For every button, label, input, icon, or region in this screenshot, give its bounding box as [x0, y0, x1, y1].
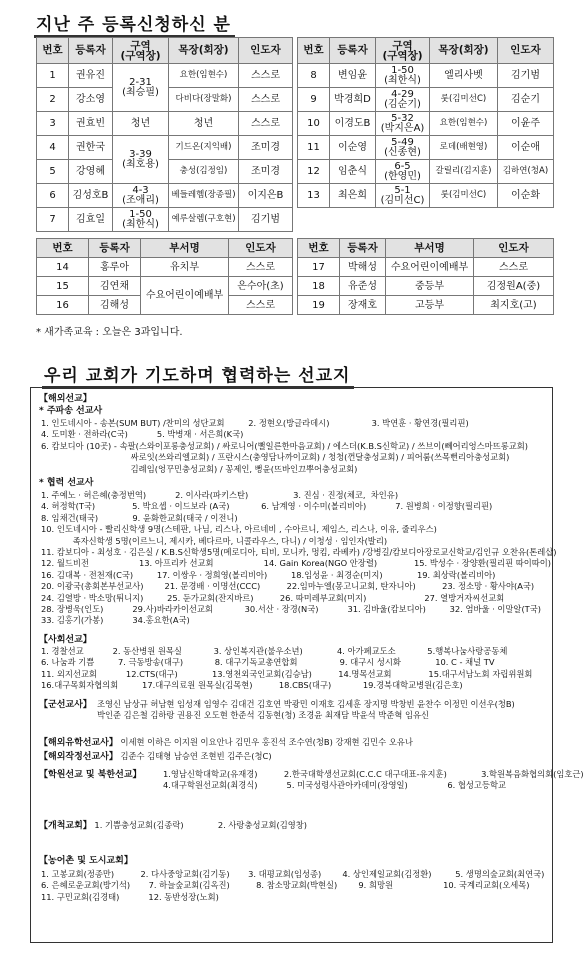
- list-item: 4. 허정학(T국) 5. 박요셉 · 이드보라 (A국) 6. 남계영 · 이수미(볼리비아) 7. 원병희 · 이정향(필리핀): [41, 501, 493, 512]
- table-row: [37, 258, 293, 277]
- col-num: 번호: [298, 38, 330, 64]
- cell-name: 홍루아: [89, 258, 141, 277]
- col-registrant: 등록자: [330, 38, 376, 64]
- col-registrant: 등록자: [340, 239, 386, 258]
- list-item: 4. 도미환 · 전하라(C국) 5. 박병재 · 서은희(K국): [41, 429, 244, 440]
- cell-dept: 유치부: [141, 258, 229, 277]
- table-row: [37, 136, 293, 160]
- inland-row: [39, 749, 272, 762]
- cell-n: 1: [37, 64, 69, 88]
- cell-name: 강소영: [69, 88, 113, 112]
- cell-dept: 중등부: [386, 277, 474, 296]
- list-item: 1. 경찰선교 2. 동산병원 원목실 3. 상인복지관(불우소년) 4. 아가페교도소 5.행복나눔사랑공동체: [41, 646, 508, 656]
- cell-lead: 김하연(청A): [498, 160, 554, 184]
- cell-name: 유준성: [340, 277, 386, 296]
- list-item: 1.영남신학대학교(유재경) 2.한국대학생선교회(C.C.C 대구대표-유지훈) 3.학원복음화협의회(임호근): [163, 769, 584, 779]
- heading-text: 【해외유학선교사】: [39, 738, 118, 748]
- cell-mok: 기드온(지익배): [169, 136, 239, 160]
- coop-missionary-heading: [39, 477, 93, 489]
- col-registrant: 등록자: [89, 239, 141, 258]
- col-num: 번호: [37, 38, 69, 64]
- cell-mok: 로데(배현영): [430, 136, 498, 160]
- cell-name: 임춘식: [330, 160, 376, 184]
- list-item: 1. 인도네시아 - 송본(SUM BUT) /찬미의 성단교회 2. 정현오(방글라데시) 3. 박연훈 · 황연경(필리핀): [41, 418, 469, 428]
- list-item: 6. 캄보디아 (10곳) - 속팔(스와이포롱충성교회) / 싸로니어(뻘일른한마음교회) / 에스더(K.B.S신학교) / 쓰브이(뻬어리엉스마뜨롱교회): [41, 440, 528, 451]
- cell-name: 김해성: [89, 296, 141, 315]
- new-family-note: * 새가족교육 : 오늘은 3과입니다.: [36, 327, 183, 338]
- rural-heading: [39, 855, 133, 867]
- cell-name: 김효일: [69, 208, 113, 232]
- cell-lead: 이순화: [498, 184, 554, 208]
- cell-mok: 엘리사벳: [430, 64, 498, 88]
- cell-name: 권유진: [69, 64, 113, 88]
- cell-dept: 수요어린이예배부: [141, 277, 229, 315]
- cell-lead: 스스로: [474, 258, 554, 277]
- cell-dept: 고등부: [386, 296, 474, 315]
- cell-name: 최은희: [330, 184, 376, 208]
- cell-lead: 스스로: [239, 88, 293, 112]
- list-item: 24. 김열방 · 박소망(튀니지) 25. 둔가교회(잔지바르) 26. 따미레부교회(미지) 27. 열방거자씨선교회: [41, 592, 505, 603]
- cell-mok: 청년: [169, 112, 239, 136]
- cell-zone: 5-49 (신종현): [376, 136, 430, 160]
- heading-text: 【학원선교 및 북한선교】: [39, 770, 142, 780]
- col-leader: 인도자: [498, 38, 554, 64]
- cell-zone: 4-29 (김순기): [376, 88, 430, 112]
- main-missionary-list: [41, 418, 552, 475]
- cell-mok: 다비다(장말화): [169, 88, 239, 112]
- heading-text: 【군선교사】: [39, 700, 92, 710]
- table-row: [298, 258, 554, 277]
- cell-n: 15: [37, 277, 89, 296]
- cell-lead: 스스로: [229, 258, 293, 277]
- cell-lead: 조미경: [239, 136, 293, 160]
- army-heading: [39, 699, 92, 711]
- heading-text: * 주파송 선교사: [39, 406, 103, 416]
- registrants-table-left: [36, 37, 293, 232]
- cell-name: 장재호: [340, 296, 386, 315]
- list-item: 4.대구학원선교회(최경식) 5. 미국성령사관아카데미(장영일) 6. 협성고등학교: [163, 780, 506, 791]
- cell-zone: 3-39 (최호용): [113, 136, 169, 184]
- students-list: 이세현 이하은 이지원 이요안나 김민우 홍진석 조수연(청B) 강재현 김민수 오유나: [120, 737, 413, 747]
- cell-n: 4: [37, 136, 69, 160]
- rural-church-list: [41, 869, 552, 903]
- list-item: 6. 나눔과 기쁨 7. 극동방송(대구) 8. 대구기독교총연합회 9. 대구시 성시화 10. C - 채널 TV: [41, 657, 495, 668]
- cell-name: 박경희D: [330, 88, 376, 112]
- list-item: 16.대구목회자협의회 17.대구의료원 원목실(김목현) 18.CBS(대구) 19.경북대학교병원(김은호): [41, 680, 463, 691]
- cell-n: 10: [298, 112, 330, 136]
- list-item: 20. 이광국(총회본부선교사) 21. 문경배 · 이명선(CCC) 22.임마누엘(몽고니교회, 탄자니아) 23. 정소망 · 황사야(A국): [41, 581, 535, 592]
- social-mission-list: [41, 646, 552, 692]
- list-item: 33. 김홍기(가봉) 34.홍요한(A국): [41, 615, 190, 626]
- cell-name: 김성호B: [69, 184, 113, 208]
- section-title-missions: [44, 361, 350, 386]
- cell-n: 2: [37, 88, 69, 112]
- col-pastor: 목장(회장): [430, 38, 498, 64]
- cell-lead: 김기범: [239, 208, 293, 232]
- list-item: 28. 장병욱(인도) 29.사)바라카이선교회 30.서산 · 장경(N국) 31. 김바울(캄보디아) 32. 엄바울 · 이말알(T국): [41, 604, 541, 615]
- cell-mok: 충성(김정임): [169, 160, 239, 184]
- cell-zone: 청년: [113, 112, 169, 136]
- cell-n: 12: [298, 160, 330, 184]
- cell-zone: 1-50 (최한식): [376, 64, 430, 88]
- list-item: 6. 은혜로운교회(방기석) 7. 하늘숲교회(김옥진) 8. 참소망교회(박현실) 9. 희망원 10. 국계리교회(오세목): [41, 880, 530, 891]
- list-item: 10. 인도네시아 - 빨리신학생 9명(스테판, 나님, 리스나, 아르네비 , 수아르니, 제임스, 리스나, 이유, 줄리우스): [41, 524, 437, 535]
- cell-n: 6: [37, 184, 69, 208]
- army-missionary-list: [97, 699, 552, 722]
- school-heading: [39, 769, 142, 781]
- cell-n: 19: [298, 296, 340, 315]
- cell-n: 8: [298, 64, 330, 88]
- table-row: [37, 277, 293, 296]
- cell-mok: 룻(김미선C): [430, 88, 498, 112]
- heading-text: 【해외작정선교사】: [39, 752, 118, 762]
- list-item: 조영신 남상규 허남현 임성재 임영수 김대건 김호연 박광민 이재호 김세훈 장지명 박창빈 윤찬수 이정민 이선우(청B): [97, 699, 515, 709]
- cell-zone: 4-3 (조애리): [113, 184, 169, 208]
- cell-n: 9: [298, 88, 330, 112]
- cell-name: 권한국: [69, 136, 113, 160]
- cell-zone: 2-31 (최승필): [113, 64, 169, 112]
- table-row: [298, 160, 554, 184]
- inland-list: 김준수 김태형 남승연 조현빈 김주은(청C): [120, 751, 272, 761]
- cell-name: 이경도B: [330, 112, 376, 136]
- cell-lead: 스스로: [239, 112, 293, 136]
- overseas-heading: [39, 393, 92, 405]
- registrants-table-right: [297, 37, 554, 208]
- cell-lead: 스스로: [239, 64, 293, 88]
- col-zone: 구역 (구역장): [113, 38, 169, 64]
- list-item: 8. 임채건(태국) 9. 윤화한교회(태국 / 이전니): [41, 512, 238, 523]
- cell-name: 박해성: [340, 258, 386, 277]
- list-item: 족자신학생 5명(이르느니, 제시카, 베다르마, 니콜라우스, 다니) / 이청성 · 임인자(발리): [41, 535, 388, 546]
- col-leader: 인도자: [239, 38, 293, 64]
- cell-mok: 갈릴리(김지훈): [430, 160, 498, 184]
- table-row: [37, 64, 293, 88]
- col-pastor: 목장(회장): [169, 38, 239, 64]
- cell-lead: 조미경: [239, 160, 293, 184]
- heading-text: 【농어촌 및 도시교회】: [39, 856, 133, 866]
- table-row: [298, 184, 554, 208]
- cell-lead: 스스로: [229, 296, 293, 315]
- cell-name: 권효빈: [69, 112, 113, 136]
- list-item: 1. 고봉교회(정종만) 2. 다사중앙교회(김기동) 3. 대평교회(임성종) 4. 상인제일교회(김정환) 5. 생명의숲교회(최연국): [41, 869, 545, 879]
- section-title-registrants: [36, 10, 231, 35]
- cell-name: 이순영: [330, 136, 376, 160]
- school-mission-list: [163, 769, 584, 792]
- cell-lead: 이지은B: [239, 184, 293, 208]
- col-leader: 인도자: [229, 239, 293, 258]
- cell-n: 11: [298, 136, 330, 160]
- dept-table-left: [36, 238, 293, 315]
- table-row: [37, 184, 293, 208]
- cell-n: 16: [37, 296, 89, 315]
- list-item: 11. 구민교회(김경태) 12. 동반성장(노회): [41, 891, 219, 902]
- table-row: [298, 136, 554, 160]
- list-item: 11. 캄보디아 - 최성호 · 김은실 / K.B.S신학생5명(메로디아, 티비, 모니카, 멍킴, 라베카) /강병길/캄보디아장로교신학교/김인규 오찬유(톤레삽): [41, 547, 557, 558]
- cell-mok: 예루살렘(구호현): [169, 208, 239, 232]
- heading-text: 【해외선교】: [39, 394, 92, 404]
- cell-zone: 5-32 (박지은A): [376, 112, 430, 136]
- cell-dept: 수요어린이예배부: [386, 258, 474, 277]
- cell-n: 13: [298, 184, 330, 208]
- cell-mok: 룻(김미선C): [430, 184, 498, 208]
- missions-box: [30, 387, 584, 943]
- cell-zone: 1-50 (최한식): [113, 208, 169, 232]
- cell-name: 김연채: [89, 277, 141, 296]
- heading-text: * 협력 선교사: [39, 478, 94, 488]
- cell-zone: 5-1 (김미선C): [376, 184, 430, 208]
- section-title-text: 지난 주 등록신청하신 분: [36, 15, 231, 35]
- col-dept: 부서명: [141, 239, 229, 258]
- cell-mok: 요한(임현수): [430, 112, 498, 136]
- cell-lead: 최지호(고): [474, 296, 554, 315]
- col-registrant: 등록자: [69, 38, 113, 64]
- cell-lead: 김기범: [498, 64, 554, 88]
- church-row: [39, 818, 307, 831]
- main-missionary-heading: [39, 405, 102, 417]
- students-row: [39, 735, 413, 748]
- section-title-text: 우리 교회가 기도하며 협력하는 선교지: [44, 366, 351, 386]
- dept-table-right: [297, 238, 554, 315]
- table-row: [298, 296, 554, 315]
- cell-n: 7: [37, 208, 69, 232]
- social-heading: [39, 634, 92, 646]
- cell-n: 18: [298, 277, 340, 296]
- cell-lead: 이순애: [498, 136, 554, 160]
- table-row: [298, 64, 554, 88]
- list-item: 싸로잇(쓰와리엘교회) / 프란시스(충영담나까이교회) / 청청(껀달충성교회) / 피어룸(쓰목뻔리아충성교회): [41, 452, 510, 463]
- cell-n: 5: [37, 160, 69, 184]
- cell-lead: 은수아(초): [229, 277, 293, 296]
- table-row: [37, 112, 293, 136]
- list-item: 김례임(엉꾸민충성교회) / 꽁제인, 뻥윤(뜨바인끄뿌어충성교회): [41, 463, 358, 474]
- cell-name: 강영혜: [69, 160, 113, 184]
- cell-n: 17: [298, 258, 340, 277]
- cell-mok: 요한(임현수): [169, 64, 239, 88]
- col-leader: 인도자: [474, 239, 554, 258]
- list-item: 12. 월드비전 13. 아프리카 선교회 14. Gain Korea(NGO 안장렬) 15. 박성수 · 장양환(필리핀 따이따이): [41, 558, 552, 569]
- col-num: 번호: [37, 239, 89, 258]
- col-zone: 구역 (구역장): [376, 38, 430, 64]
- cell-lead: 김정원A(중): [474, 277, 554, 296]
- cell-zone: 6-5 (한영민): [376, 160, 430, 184]
- cell-name: 변임윤: [330, 64, 376, 88]
- col-num: 번호: [298, 239, 340, 258]
- cell-lead: 이윤주: [498, 112, 554, 136]
- heading-text: 【개척교회】: [39, 821, 92, 831]
- heading-text: 【사회선교】: [39, 635, 92, 645]
- list-item: 박인준 김은철 김하랑 권용진 오도현 한준석 김동현(청) 조경윤 최재담 박윤석 박준혁 임유신: [97, 710, 430, 721]
- coop-missionary-list: [41, 490, 557, 627]
- table-row: [298, 112, 554, 136]
- col-dept: 부서명: [386, 239, 474, 258]
- cell-mok: 베들레헴(장종필): [169, 184, 239, 208]
- list-item: 1. 주예노 · 허은혜(충정번역) 2. 이사라(파키스탄) 3. 진심 · 진정(체코, 차인유): [41, 490, 399, 500]
- list-item: 16. 김대복 · 전천재(C국) 17. 이쌍우 · 정희영(볼리비아) 18.임성윤 · 최경순(미지) 19. 최상락(볼리비아): [41, 569, 496, 580]
- table-row: [298, 277, 554, 296]
- cell-lead: 김순기: [498, 88, 554, 112]
- list-item: 11. 외지선교회 12.CTS(대구) 13.영천외국인교회(김승남) 14.명목선교회 15.대구서남노회 자립위원회: [41, 668, 533, 679]
- cell-n: 3: [37, 112, 69, 136]
- table-row: [298, 88, 554, 112]
- church-list: 1. 기쁨충성교회(김종락) 2. 사랑충성교회(김영창): [94, 820, 308, 830]
- cell-n: 14: [37, 258, 89, 277]
- table-row: [37, 208, 293, 232]
